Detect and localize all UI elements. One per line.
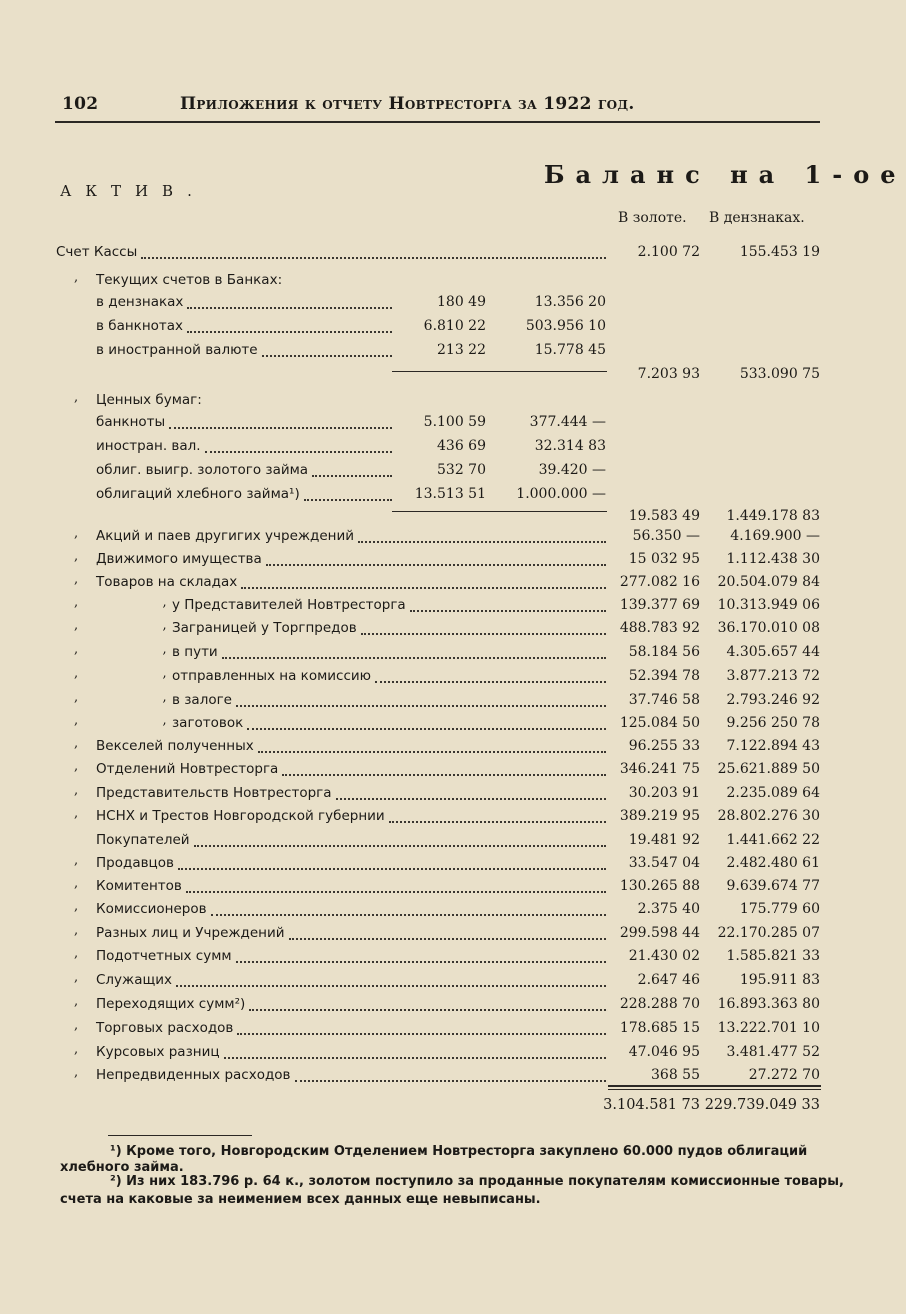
table-row [0,244,842,268]
row-label: в дензнаках [96,294,184,310]
value-gold: 178.685 15 [619,1020,700,1036]
value-gold: 389.219 95 [619,808,700,824]
dot-leader [241,587,606,589]
table-row [0,738,842,762]
sub-value-paper: 377.444 — [529,414,606,430]
row-label: Движимого имущества [96,551,262,567]
value-gold: 130.265 88 [619,878,700,894]
table-row [0,808,842,832]
dot-leader [205,451,392,453]
dot-leader [178,868,606,870]
dot-leader [282,774,606,776]
page-number: 102 [62,94,99,114]
table-row [0,668,842,692]
value-paper: 3.877.213 72 [726,668,820,684]
dot-leader [236,961,606,963]
table-row [0,948,842,972]
ditto-mark: , [74,899,79,914]
footnote-1: ¹) Кроме того, Новгородским Отделением Новтресторга закуплено 60.000 пудов облигаций [110,1144,808,1159]
row-label: Комитентов [96,878,182,894]
value-gold: 2.647 46 [637,972,700,988]
table-row [0,785,842,809]
value-gold: 96.255 33 [628,738,700,754]
ditto-mark: , , [74,618,185,633]
value-paper: 36.170.010 08 [717,620,820,636]
dot-leader [258,751,606,753]
dot-leader [211,914,606,916]
value-gold: 33.547 04 [628,855,700,871]
ditto-mark: , [74,923,79,938]
row-label: Комиссионеров [96,901,207,917]
row-label: Продавцов [96,855,174,871]
value-paper: 22.170.285 07 [717,925,820,941]
value-paper: 16.893.363 80 [717,996,820,1012]
ditto-mark: , [74,572,79,587]
value-gold: 47.046 95 [628,1044,700,1060]
ditto-mark: , [74,994,79,1009]
dot-leader [262,355,392,357]
dot-leader [410,610,606,612]
value-paper: 1.441.662 22 [726,832,820,848]
row-label: Представительств Новтресторга [96,785,332,801]
value-paper: 4.305.657 44 [726,644,820,660]
table-row [0,318,842,342]
dot-leader [169,427,392,429]
dot-leader [289,938,606,940]
value-paper: 2.235.089 64 [726,785,820,801]
sub-value-gold: 532 70 [437,462,486,478]
header-rule [55,121,820,123]
row-label: у Представителей Новтресторга [172,597,406,613]
row-label: Переходящих сумм²) [96,996,246,1012]
value-paper: 25.621.889 50 [717,761,820,777]
table-row [0,855,842,879]
table-row [0,528,842,552]
subtotal-rule-2 [392,511,607,512]
sub-value-gold: 436 69 [437,438,486,454]
value-paper: 2.482.480 61 [726,855,820,871]
balance-title: Баланс на 1-ое [544,160,906,189]
row-label: Текущих счетов в Банках: [96,272,283,288]
table-row [0,414,842,438]
row-label: в пути [172,644,218,660]
sub-value-paper: 32.314 83 [534,438,606,454]
footnote-2: ²) Из них 183.796 р. 64 к., золотом поступило за проданные покупателям комиссионные товары, [110,1174,844,1189]
row-label: в иностранной валюте [96,342,258,358]
value-gold: 2.375 40 [637,901,700,917]
row-label: Непредвиденных расходов [96,1067,291,1083]
ditto-mark: , [74,970,79,985]
row-label: Векселей полученных [96,738,254,754]
ditto-mark: , [74,876,79,891]
dot-leader [249,1009,606,1011]
value-gold: 488.783 92 [619,620,700,636]
ditto-mark: , [74,759,79,774]
table-row [0,925,842,949]
value-paper: 28.802.276 30 [717,808,820,824]
sub-value-gold: 6.810 22 [423,318,486,334]
value-paper: 175.779 60 [739,901,820,917]
ditto-mark: , [74,390,79,405]
dot-leader [266,564,606,566]
row-label: в залоге [172,692,232,708]
dot-leader [176,985,606,987]
value-paper: 7.122.894 43 [726,738,820,754]
value-paper: 9.639.674 77 [726,878,820,894]
row-label: Торговых расходов [96,1020,234,1036]
value-paper: 1.449.178 83 [726,508,820,524]
row-label: банкноты [96,414,166,430]
table-row [0,715,842,739]
table-row [0,878,842,902]
ditto-mark: , [74,1065,79,1080]
section-title: АКТИВ. [60,182,206,200]
sub-value-paper: 13.356 20 [534,294,606,310]
row-label: в банкнотах [96,318,184,334]
row-label: Ценных бумаг: [96,392,202,408]
dot-leader [361,633,606,635]
dot-leader [375,681,606,683]
table-row [0,996,842,1020]
sub-value-gold: 180 49 [437,294,486,310]
sub-value-paper: 1.000.000 — [516,486,606,502]
total-paper: 229.739.049 33 [704,1097,820,1113]
table-row [0,462,842,486]
row-label: заготовок [172,715,244,731]
table-row [0,761,842,785]
dot-leader [237,1033,606,1035]
column-header-paper: В дензнаках. [709,210,805,226]
value-gold: 52.394 78 [628,668,700,684]
sub-value-paper: 503.956 10 [525,318,606,334]
row-label: Акций и паев другигих учреждений [96,528,355,544]
total-gold: 3.104.581 73 [603,1097,700,1113]
sub-value-gold: 5.100 59 [423,414,486,430]
ditto-mark: , [74,1018,79,1033]
row-label: Товаров на складах [96,574,238,590]
dot-leader [295,1080,606,1082]
dot-leader [304,499,392,501]
value-gold: 299.598 44 [619,925,700,941]
ditto-mark: , [74,853,79,868]
ditto-mark: , [74,946,79,961]
value-gold: 368 55 [651,1067,700,1083]
value-gold: 139.377 69 [619,597,700,613]
table-row [0,438,842,462]
sub-value-gold: 213 22 [437,342,486,358]
ditto-mark: , , [74,690,185,705]
row-label: Курсовых разниц [96,1044,220,1060]
footnote-2-cont: счета на каковые за неимением всех данных еще невыписаны. [60,1192,541,1207]
row-label: Разных лиц и Учреждений [96,925,285,941]
value-paper: 10.313.949 06 [717,597,820,613]
value-gold: 56.350 — [632,528,700,544]
footnote-rule [108,1135,252,1136]
row-label: Счет Кассы [56,244,138,260]
ditto-mark: , [74,270,79,285]
value-paper: 2.793.246 92 [726,692,820,708]
sub-value-gold: 13.513 51 [414,486,486,502]
table-row [0,366,842,390]
value-paper: 20.504.079 84 [717,574,820,590]
ditto-mark: , , [74,713,185,728]
row-label: НСНХ и Трестов Новгородской губернии [96,808,385,824]
ditto-mark: , [74,549,79,564]
dot-leader [187,331,392,333]
table-row [0,342,842,366]
value-gold: 19.583 49 [628,508,700,524]
total-rule-bottom [608,1089,821,1090]
value-paper: 27.272 70 [748,1067,820,1083]
table-row [0,1067,842,1091]
table-row [0,832,842,856]
dot-leader [224,1057,606,1059]
dot-leader [222,657,606,659]
dot-leader [186,891,606,893]
table-row [0,620,842,644]
table-row [0,294,842,318]
dot-leader [336,798,606,800]
value-gold: 15 032 95 [628,551,700,567]
value-paper: 3.481.477 52 [726,1044,820,1060]
ditto-mark: , [74,783,79,798]
value-gold: 125.084 50 [619,715,700,731]
value-paper: 533.090 75 [739,366,820,382]
sub-value-paper: 15.778 45 [534,342,606,358]
row-label: облигаций хлебного займа¹) [96,486,300,502]
ditto-mark: , [74,526,79,541]
table-row [0,901,842,925]
ditto-mark: , , [74,642,185,657]
value-gold: 21.430 02 [628,948,700,964]
value-gold: 346.241 75 [619,761,700,777]
value-gold: 277.082 16 [619,574,700,590]
dot-leader [247,728,606,730]
table-row [0,486,842,510]
value-gold: 2.100 72 [637,244,700,260]
value-gold: 19.481 92 [628,832,700,848]
value-gold: 58.184 56 [628,644,700,660]
ditto-mark: , , [74,666,185,681]
sub-value-paper: 39.420 — [538,462,606,478]
value-paper: 155.453 19 [739,244,820,260]
row-label: отправленных на комиссию [172,668,372,684]
row-label: Служащих [96,972,172,988]
value-paper: 4.169.900 — [730,528,820,544]
row-label: облиг. выигр. золотого займа [96,462,309,478]
table-row [0,272,842,296]
value-paper: 9.256 250 78 [726,715,820,731]
row-label: Отделений Новтресторга [96,761,279,777]
table-row [0,551,842,575]
dot-leader [194,845,606,847]
value-paper: 195.911 83 [739,972,820,988]
column-header-gold: В золоте. [618,210,687,226]
dot-leader [312,475,392,477]
row-label: Заграницей у Торгпредов [172,620,357,636]
table-row [0,972,842,996]
dot-leader [236,705,606,707]
dot-leader [389,821,606,823]
value-paper: 13.222.701 10 [717,1020,820,1036]
ditto-mark: , [74,1042,79,1057]
row-label: Покупателей [96,832,190,848]
value-gold: 228.288 70 [619,996,700,1012]
value-paper: 1.585.821 33 [726,948,820,964]
dot-leader [358,541,606,543]
table-row [0,1020,842,1044]
value-paper: 1.112.438 30 [726,551,820,567]
table-row [0,1044,842,1068]
total-rule-top [608,1085,821,1087]
dot-leader [187,307,392,309]
footnote-1-cont: хлебного займа. [60,1160,184,1175]
table-row [0,644,842,668]
ditto-mark: , [74,736,79,751]
row-label: Подотчетных сумм [96,948,232,964]
ditto-mark: , , [74,595,185,610]
table-row [0,392,842,416]
row-label: иностран. вал. [96,438,201,454]
running-title: Приложения к отчету Новтресторга за 1922 год. [180,94,635,114]
dot-leader [141,257,606,259]
subtotal-rule-1 [392,371,607,372]
value-gold: 30.203 91 [628,785,700,801]
value-gold: 37.746 58 [628,692,700,708]
value-gold: 7.203 93 [637,366,700,382]
ditto-mark: , [74,806,79,821]
